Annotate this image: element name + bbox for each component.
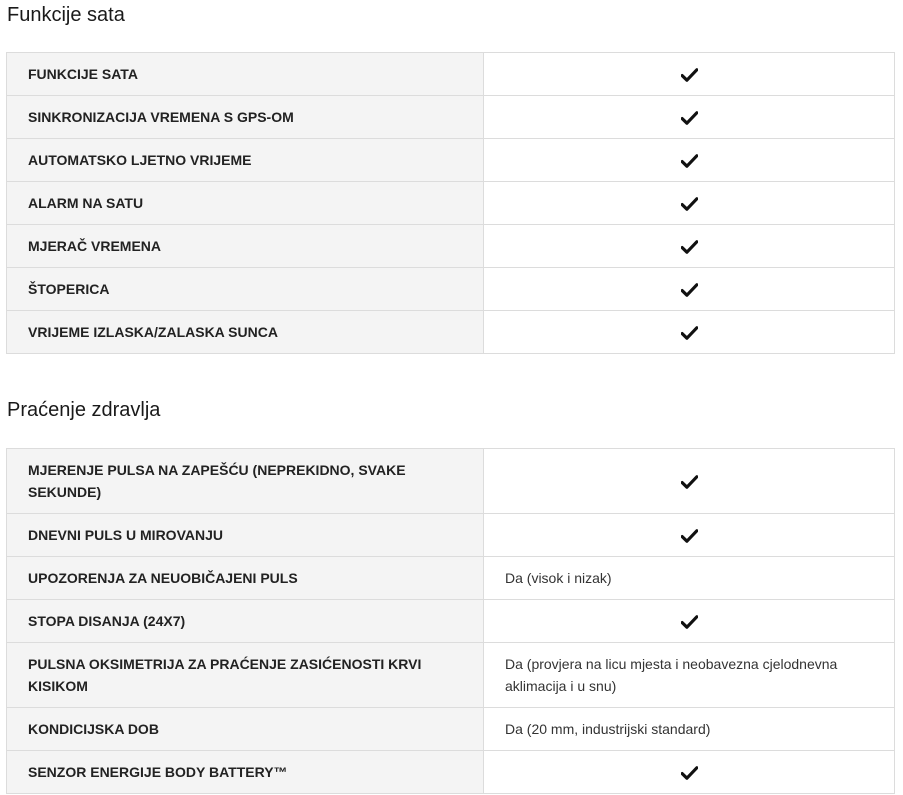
section-title-watch-functions: Funkcije sata (7, 4, 125, 26)
table-row (7, 751, 895, 794)
row-label: MJERENJE PULSA NA ZAPEŠĆU (NEPREKIDNO, SVAKE SEKUNDE) (7, 449, 484, 514)
row-label: SINKRONIZACIJA VREMENA S GPS-OM (7, 96, 484, 139)
row-value: Da (visok i nizak) (484, 557, 895, 600)
row-label: UPOZORENJA ZA NEUOBIČAJENI PULS (7, 557, 484, 600)
row-label: ŠTOPERICA (7, 268, 484, 311)
row-label: AUTOMATSKO LJETNO VRIJEME (7, 139, 484, 182)
table-row (7, 225, 895, 268)
table-row (7, 268, 895, 311)
row-value (484, 53, 895, 96)
spec-table-watch-functions (6, 52, 895, 354)
table-row (7, 182, 895, 225)
row-label: ALARM NA SATU (7, 182, 484, 225)
table-row (7, 643, 895, 708)
table-row (7, 311, 895, 354)
row-value: Da (20 mm, industrijski standard) (484, 708, 895, 751)
row-value (484, 311, 895, 354)
row-label: FUNKCIJE SATA (7, 53, 484, 96)
section-title-health-tracking: Praćenje zdravlja (7, 399, 161, 421)
row-value (484, 449, 895, 514)
table-row (7, 53, 895, 96)
table-row (7, 449, 895, 514)
checkmark-icon (681, 66, 698, 82)
checkmark-icon (681, 764, 698, 780)
checkmark-icon (681, 527, 698, 543)
table-row (7, 96, 895, 139)
checkmark-icon (681, 324, 698, 340)
table-row (7, 708, 895, 751)
checkmark-icon (681, 109, 698, 125)
row-value (484, 268, 895, 311)
checkmark-icon (681, 195, 698, 211)
row-value: Da (provjera na licu mjesta i neobavezna cjelodnevna aklimacija i u snu) (484, 643, 895, 708)
row-value (484, 182, 895, 225)
checkmark-icon (681, 473, 698, 489)
table-row (7, 139, 895, 182)
row-value (484, 96, 895, 139)
row-label: SENZOR ENERGIJE BODY BATTERY™ (7, 751, 484, 794)
row-value (484, 600, 895, 643)
table-row (7, 557, 895, 600)
checkmark-icon (681, 238, 698, 254)
checkmark-icon (681, 152, 698, 168)
row-value (484, 225, 895, 268)
row-label: KONDICIJSKA DOB (7, 708, 484, 751)
checkmark-icon (681, 613, 698, 629)
row-label: STOPA DISANJA (24X7) (7, 600, 484, 643)
row-label: VRIJEME IZLASKA/ZALASKA SUNCA (7, 311, 484, 354)
row-value (484, 139, 895, 182)
table-row (7, 514, 895, 557)
row-label: PULSNA OKSIMETRIJA ZA PRAĆENJE ZASIĆENOSTI KRVI KISIKOM (7, 643, 484, 708)
row-value (484, 751, 895, 794)
spec-table-health-tracking (6, 448, 895, 794)
checkmark-icon (681, 281, 698, 297)
row-label: MJERAČ VREMENA (7, 225, 484, 268)
table-row (7, 600, 895, 643)
row-label: DNEVNI PULS U MIROVANJU (7, 514, 484, 557)
row-value (484, 514, 895, 557)
